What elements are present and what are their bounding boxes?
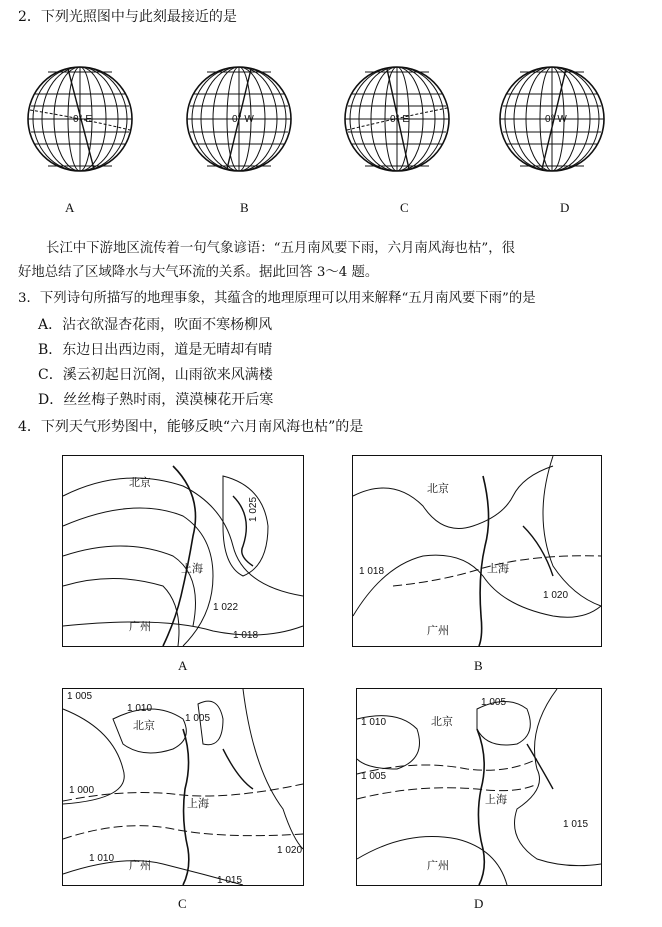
map-a-guangzhou: 广州: [129, 620, 151, 633]
map-b-isobar-2: 1 020: [543, 590, 569, 601]
q3-option-c: C．溪云初起日沉阁，山雨欲来风满楼: [38, 367, 273, 383]
weather-map-d: [356, 688, 602, 886]
option-a-label: A: [65, 200, 75, 215]
map-d-isobar-2: 1 005: [481, 697, 507, 708]
weather-map-b: [352, 455, 602, 647]
weather-map-c: [62, 688, 304, 886]
map-a-beijing: 北京: [129, 476, 151, 489]
intro-line-2: 好地总结了区域降水与大气环流的关系。据此回答 3～4 题。: [18, 265, 379, 280]
map-c-isobar-1: 1 005: [67, 691, 93, 702]
option-b-label: B: [240, 200, 249, 215]
map-a-isobar-3: 1 018: [233, 630, 259, 641]
map-c-isobar-3: 1 005: [185, 713, 211, 724]
map-b-lines: [353, 456, 601, 646]
map-b-shanghai: 上海: [487, 562, 509, 575]
map-a-lines: [63, 456, 303, 646]
map-d-isobar-4: 1 015: [563, 819, 589, 830]
map-c-isobar-7: 1 015: [217, 875, 243, 886]
map-c-isobar-2: 1 010: [127, 703, 153, 714]
option-c-label: C: [400, 200, 409, 215]
q3-option-b: B．东边日出西边雨，道是无晴却有晴: [38, 342, 273, 358]
map-c-beijing: 北京: [133, 719, 155, 732]
map-d-beijing: 北京: [431, 715, 453, 728]
map-c-guangzhou: 广州: [129, 859, 151, 872]
globe-d-lon: 0° W: [545, 114, 567, 125]
q3-option-a: A．沾衣欲湿杏花雨，吹面不寒杨柳风: [38, 317, 273, 333]
q2-title: 2．下列光照图中与此刻最接近的是: [18, 9, 237, 25]
globe-b-lon: 0° W: [232, 114, 254, 125]
q3-option-d: D．丝丝梅子熟时雨，漠漠楝花开后寒: [38, 392, 274, 408]
map-c-shanghai: 上海: [187, 797, 209, 810]
map-b-label: B: [474, 658, 483, 673]
map-a-shanghai: 上海: [181, 562, 203, 575]
globe-c-lon: 0° E: [390, 114, 410, 125]
map-d-isobar-1: 1 010: [361, 717, 387, 728]
map-a-label: A: [178, 658, 188, 673]
weather-map-a: [62, 455, 304, 647]
map-d-guangzhou: 广州: [427, 859, 449, 872]
globe-a-lon: 0° E: [73, 114, 93, 125]
map-c-label: C: [178, 896, 187, 911]
map-d-isobar-3: 1 005: [361, 771, 387, 782]
option-d-label: D: [560, 200, 570, 215]
map-c-isobar-6: 1 020: [277, 845, 303, 856]
map-d-lines: [357, 689, 601, 885]
map-b-isobar-1: 1 018: [359, 566, 385, 577]
map-b-guangzhou: 广州: [427, 624, 449, 637]
map-a-isobar-2: 1 022: [213, 602, 239, 613]
map-b-beijing: 北京: [427, 482, 449, 495]
map-a-isobar-1: 1 025: [248, 496, 260, 523]
map-d-shanghai: 上海: [485, 793, 507, 806]
map-c-isobar-5: 1 010: [89, 853, 115, 864]
q4-title: 4．下列天气形势图中，能够反映“六月南风海也枯”的是: [18, 419, 364, 435]
map-d-label: D: [474, 896, 484, 911]
q3-title: 3．下列诗句所描写的地理事象，其蕴含的地理原理可以用来解释“五月南风要下雨”的是: [18, 291, 536, 306]
map-c-isobar-4: 1 000: [69, 785, 95, 796]
intro-line-1: 长江中下游地区流传着一句气象谚语：“五月南风要下雨，六月南风海也枯”，很: [46, 241, 515, 256]
